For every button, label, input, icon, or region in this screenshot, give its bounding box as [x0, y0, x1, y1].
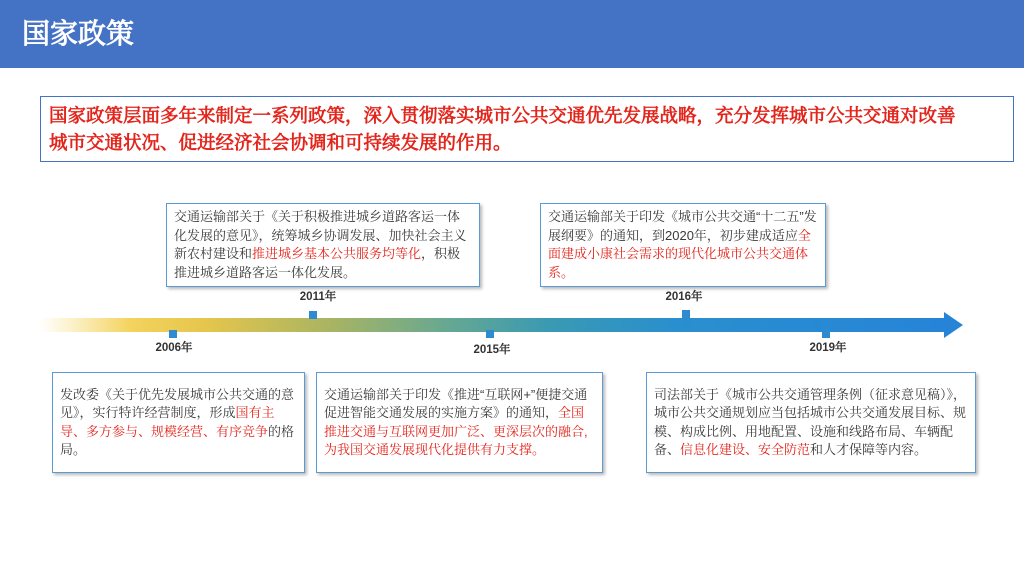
year-label-2019: 2019年	[809, 342, 847, 354]
policy-text-highlight: 信息化建设、安全防范	[680, 442, 811, 457]
policy-text	[174, 208, 472, 282]
year-label-2011: 2011年	[299, 291, 337, 303]
summary-line-2: 城市交通状况、促进经济社会协调和可持续发展的作用。	[49, 132, 512, 153]
policy-text-normal: 交通运输部关于《关于积极推进城乡道路客运一体化发展的意见》，统筹城乡协调发展、加快社会主义新农村建设和	[174, 209, 467, 261]
marker-2015	[486, 330, 494, 338]
policy-text-normal: 发改委《关于优先发展城市公共交通的意见》，实行特许经营制度，形成	[60, 386, 295, 420]
page-title: 国家政策	[22, 18, 135, 49]
policy-text	[654, 386, 968, 460]
year-label-2006: 2006年	[155, 342, 193, 354]
policy-text-normal: ，积极推进城乡道路客运一体化发展。	[174, 246, 461, 280]
year-label-2016: 2016年	[665, 291, 703, 303]
policy-text-normal: 的格局。	[60, 423, 295, 457]
timeline-bar	[40, 318, 946, 332]
marker-2019	[822, 330, 830, 338]
header-bar	[0, 0, 1024, 68]
policy-card-2016	[540, 203, 826, 287]
policy-text-normal: 司法部关于《城市公共交通管理条例（征求意见稿）》，城市公共交通规划应当包括城市公共交通发展目标、规模、构成比例、用地配置、设施和线路布局、车辆配备、	[654, 386, 967, 457]
policy-card-2019	[646, 372, 976, 473]
policy-text	[324, 386, 595, 460]
policy-text-normal: 交通运输部关于印发《城市公共交通“十二五”发展纲要》的通知，到2020年，初步建成适应	[548, 209, 817, 243]
timeline-arrow	[0, 300, 1024, 350]
summary-line-1: 国家政策层面多年来制定一系列政策，深入贯彻落实城市公共交通优先发展战略，充分发挥城市公共交通对改善	[49, 105, 956, 126]
summary-box	[40, 96, 1014, 162]
policy-text-highlight: 推进城乡基本公共服务均等化	[252, 246, 422, 261]
policy-card-2006	[52, 372, 305, 473]
marker-2006	[169, 330, 177, 338]
policy-text-normal: 交通运输部关于印发《推进“互联网+”便捷交通 促进智能交通发展的实施方案》的通知，	[324, 386, 588, 420]
policy-text	[60, 386, 297, 460]
marker-2011	[309, 311, 317, 319]
policy-text-highlight: 全国推进交通与互联网更加广泛、更深层次的融合,为我国交通发展现代化提供有力支撑。	[324, 405, 588, 457]
policy-card-2015	[316, 372, 603, 473]
marker-2016	[682, 310, 690, 318]
policy-text	[548, 208, 818, 282]
policy-card-2011	[166, 203, 480, 287]
year-label-2015: 2015年	[473, 344, 511, 356]
policy-text-highlight: 全面建成小康社会需求的现代化城市公共交通体系。	[548, 227, 811, 280]
policy-text-normal: 和人才保障等内容。	[810, 442, 928, 457]
timeline-arrow-head	[944, 312, 963, 338]
policy-text-highlight: 国有主导、多方参与、规模经营、有序竞争	[60, 405, 275, 439]
